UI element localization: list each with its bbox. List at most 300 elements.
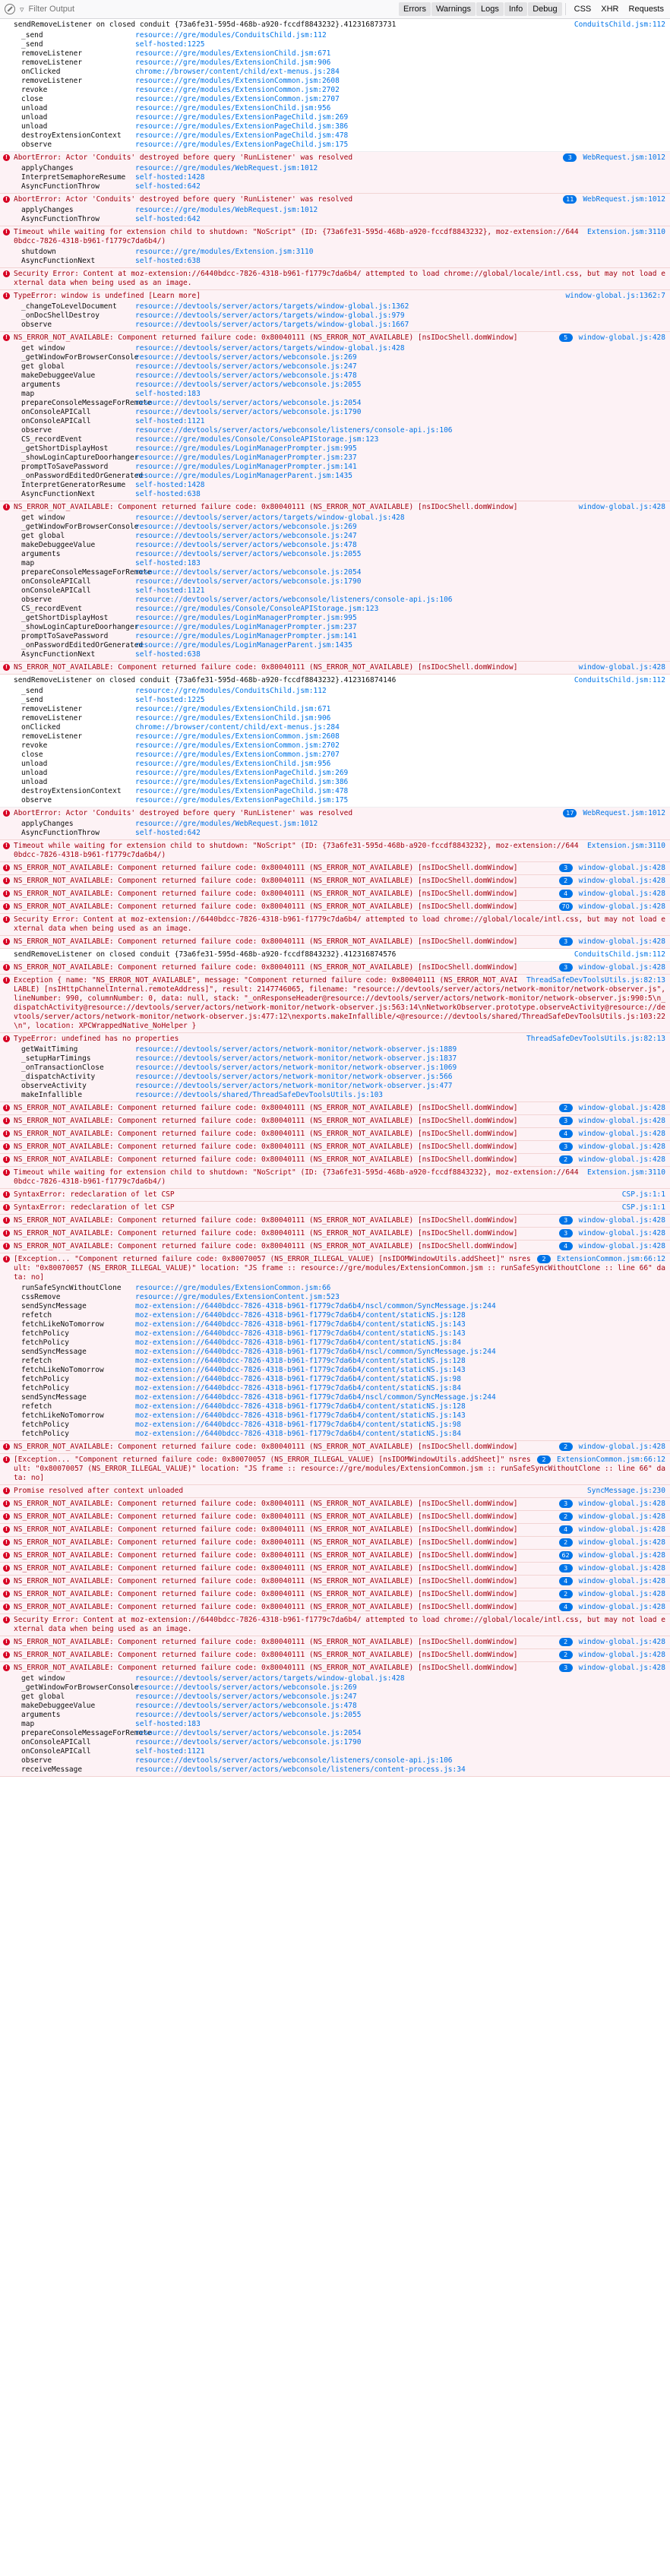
frame-location-link[interactable]: resource://devtools/server/actors/targets/window-global.js:1667 (135, 321, 409, 329)
message-source-link[interactable]: window-global.js:428 (578, 1104, 665, 1112)
frame-location-link[interactable]: resource://devtools/server/actors/webconsole.js:247 (135, 532, 357, 540)
frame-location-link[interactable]: resource://gre/modules/ExtensionContent.jsm:523 (135, 1293, 340, 1301)
frame-location-link[interactable]: resource://gre/modules/WebRequest.jsm:1012 (135, 206, 318, 214)
stack-frame[interactable] (21, 605, 665, 614)
stack-frame[interactable] (21, 1293, 665, 1302)
stack-frame[interactable] (21, 381, 665, 390)
frame-location-link[interactable]: self-hosted:1225 (135, 40, 205, 49)
console-message[interactable] (0, 1167, 670, 1189)
frame-location-link[interactable]: resource://devtools/server/actors/webconsole.js:2054 (135, 1729, 362, 1737)
message-source-link[interactable]: window-global.js:428 (578, 663, 665, 672)
frame-location-link[interactable]: resource://devtools/server/actors/network-monitor/network-observer.js:477 (135, 1082, 453, 1090)
frame-location-link[interactable]: resource://gre/modules/ExtensionChild.jsm:906 (135, 58, 331, 67)
frame-location-link[interactable]: moz-extension://6440bdcc-7826-4318-b961-f1779c7da6b4/content/staticNS.js:84 (135, 1339, 461, 1347)
message-source-link[interactable]: window-global.js:428 (578, 1538, 665, 1547)
stack-frame[interactable] (21, 206, 665, 215)
console-message[interactable] (0, 975, 670, 1033)
stack-frame[interactable] (21, 417, 665, 426)
filter-xhr-button[interactable]: XHR (601, 5, 619, 14)
filter-logs-button[interactable]: Logs (476, 2, 504, 16)
frame-location-link[interactable]: self-hosted:1428 (135, 173, 205, 182)
frame-location-link[interactable]: self-hosted:183 (135, 559, 201, 567)
frame-location-link[interactable]: resource://gre/modules/ExtensionPageChild.jsm:478 (135, 787, 349, 795)
stack-frame[interactable] (21, 1375, 665, 1384)
message-source-link[interactable]: window-global.js:428 (578, 1664, 665, 1672)
frame-location-link[interactable]: moz-extension://6440bdcc-7826-4318-b961-f1779c7da6b4/nscl/common/SyncMessage.js:244 (135, 1393, 496, 1402)
console-message[interactable] (0, 1454, 670, 1485)
stack-frame[interactable] (21, 741, 665, 751)
frame-location-link[interactable]: resource://gre/modules/Console/ConsoleAPIStorage.jsm:123 (135, 605, 379, 613)
message-source-link[interactable]: ConduitsChild.jsm:112 (574, 676, 665, 684)
console-message[interactable] (0, 268, 670, 290)
stack-frame[interactable] (21, 164, 665, 173)
frame-location-link[interactable]: moz-extension://6440bdcc-7826-4318-b961-f1779c7da6b4/content/staticNS.js:128 (135, 1311, 466, 1320)
console-message[interactable] (0, 1498, 670, 1511)
frame-location-link[interactable]: self-hosted:642 (135, 215, 201, 223)
clear-console-icon[interactable] (5, 4, 15, 14)
filter-info-button[interactable]: Info (504, 2, 527, 16)
frame-location-link[interactable]: moz-extension://6440bdcc-7826-4318-b961-f1779c7da6b4/content/staticNS.js:143 (135, 1320, 466, 1329)
frame-location-link[interactable]: moz-extension://6440bdcc-7826-4318-b961-f1779c7da6b4/content/staticNS.js:98 (135, 1375, 461, 1383)
frame-location-link[interactable]: resource://devtools/server/actors/network-monitor/network-observer.js:1837 (135, 1054, 457, 1063)
stack-frame[interactable] (21, 257, 665, 266)
stack-frame[interactable] (21, 472, 665, 481)
stack-frame[interactable] (21, 514, 665, 523)
console-message[interactable] (0, 1241, 670, 1253)
filter-css-button[interactable]: CSS (574, 5, 592, 14)
filter-debug-button[interactable]: Debug (528, 2, 561, 16)
frame-location-link[interactable]: resource://gre/modules/ExtensionCommon.jsm:66 (135, 1284, 331, 1292)
frame-location-link[interactable]: resource://gre/modules/ConduitsChild.jsm:112 (135, 31, 327, 40)
stack-frame[interactable] (21, 523, 665, 532)
console-message[interactable] (0, 862, 670, 875)
frame-location-link[interactable]: self-hosted:1121 (135, 1747, 205, 1756)
stack-frame[interactable] (21, 463, 665, 472)
message-source-link[interactable]: window-global.js:428 (578, 333, 665, 342)
frame-location-link[interactable]: resource://devtools/server/actors/webconsole.js:269 (135, 523, 357, 531)
frame-location-link[interactable]: resource://devtools/server/actors/network-monitor/network-observer.js:1069 (135, 1064, 457, 1072)
stack-frame[interactable] (21, 1738, 665, 1747)
message-source-link[interactable]: ConduitsChild.jsm:112 (574, 950, 665, 959)
message-source-link[interactable]: SyncMessage.js:230 (587, 1487, 665, 1495)
frame-location-link[interactable]: resource://gre/modules/ExtensionChild.jsm:671 (135, 705, 331, 713)
console-message[interactable] (0, 1614, 670, 1636)
console-message[interactable] (0, 1649, 670, 1662)
frame-location-link[interactable]: resource://devtools/server/actors/targets/window-global.js:979 (135, 311, 405, 320)
console-message[interactable] (0, 1662, 670, 1777)
frame-location-link[interactable]: resource://gre/modules/Console/ConsoleAPIStorage.jsm:123 (135, 435, 379, 444)
stack-frame[interactable] (21, 796, 665, 805)
stack-frame[interactable] (21, 705, 665, 714)
console-message[interactable] (0, 1485, 670, 1498)
stack-frame[interactable] (21, 687, 665, 696)
message-source-link[interactable]: window-global.js:428 (578, 1117, 665, 1125)
stack-frame[interactable] (21, 696, 665, 705)
console-message[interactable] (0, 1601, 670, 1614)
stack-frame[interactable] (21, 1702, 665, 1711)
filter-warnings-button[interactable]: Warnings (431, 2, 476, 16)
frame-location-link[interactable]: resource://devtools/server/actors/webconsole.js:247 (135, 1693, 357, 1701)
message-source-link[interactable]: CSP.js:1:1 (621, 1190, 665, 1199)
stack-frame[interactable] (21, 751, 665, 760)
message-source-link[interactable]: window-global.js:1362:7 (565, 292, 665, 300)
frame-location-link[interactable]: resource://gre/modules/ExtensionCommon.jsm:2707 (135, 751, 340, 759)
console-message[interactable] (0, 1441, 670, 1454)
frame-location-link[interactable]: moz-extension://6440bdcc-7826-4318-b961-f1779c7da6b4/content/staticNS.js:143 (135, 1366, 466, 1374)
message-source-link[interactable]: ThreadSafeDevToolsUtils.js:82:13 (526, 976, 665, 985)
message-source-link[interactable]: window-global.js:428 (578, 1242, 665, 1250)
console-message[interactable] (0, 1253, 670, 1441)
frame-location-link[interactable]: resource://devtools/server/actors/webconsole.js:1790 (135, 1738, 362, 1746)
stack-frame[interactable] (21, 86, 665, 95)
stack-frame[interactable] (21, 321, 665, 330)
message-source-link[interactable]: ConduitsChild.jsm:112 (574, 21, 665, 29)
stack-frame[interactable] (21, 1329, 665, 1339)
stack-frame[interactable] (21, 399, 665, 408)
stack-frame[interactable] (21, 113, 665, 122)
stack-frame[interactable] (21, 559, 665, 568)
message-source-link[interactable]: window-global.js:428 (578, 1216, 665, 1225)
stack-frame[interactable] (21, 732, 665, 741)
frame-location-link[interactable]: resource://gre/modules/LoginManagerPrompter.jsm:237 (135, 454, 357, 462)
message-source-link[interactable]: window-global.js:428 (578, 1551, 665, 1560)
message-source-link[interactable]: CSP.js:1:1 (621, 1203, 665, 1212)
stack-frame[interactable] (21, 454, 665, 463)
console-message[interactable] (0, 901, 670, 914)
stack-frame[interactable] (21, 1421, 665, 1430)
frame-location-link[interactable]: resource://gre/modules/ExtensionCommon.jsm:2608 (135, 77, 340, 85)
message-source-link[interactable]: window-global.js:428 (578, 1512, 665, 1521)
stack-frame[interactable] (21, 390, 665, 399)
frame-location-link[interactable]: resource://gre/modules/Extension.jsm:3110 (135, 248, 314, 256)
stack-frame[interactable] (21, 1384, 665, 1393)
stack-frame[interactable] (21, 31, 665, 40)
stack-frame[interactable] (21, 141, 665, 150)
stack-frame[interactable] (21, 344, 665, 353)
frame-location-link[interactable]: self-hosted:638 (135, 650, 201, 659)
stack-frame[interactable] (21, 541, 665, 550)
message-source-link[interactable]: window-global.js:428 (578, 1525, 665, 1534)
stack-frame[interactable] (21, 362, 665, 371)
stack-frame[interactable] (21, 490, 665, 499)
message-source-link[interactable]: ThreadSafeDevToolsUtils.js:82:13 (526, 1035, 665, 1043)
frame-location-link[interactable]: resource://gre/modules/ExtensionChild.jsm:906 (135, 714, 331, 722)
console-message[interactable] (0, 1128, 670, 1141)
frame-location-link[interactable]: resource://devtools/server/actors/webconsole/listeners/content-process.js:34 (135, 1765, 466, 1774)
console-message[interactable] (0, 1563, 670, 1576)
console-message[interactable] (0, 1576, 670, 1588)
console-message[interactable] (0, 1588, 670, 1601)
console-message[interactable] (0, 1537, 670, 1550)
stack-frame[interactable] (21, 614, 665, 623)
stack-frame[interactable] (21, 1720, 665, 1729)
frame-location-link[interactable]: resource://gre/modules/WebRequest.jsm:1012 (135, 820, 318, 828)
frame-location-link[interactable]: resource://gre/modules/ExtensionPageChild.jsm:386 (135, 122, 349, 131)
console-message[interactable] (0, 1102, 670, 1115)
frame-location-link[interactable]: self-hosted:183 (135, 1720, 201, 1728)
stack-frame[interactable] (21, 1747, 665, 1756)
frame-location-link[interactable]: resource://devtools/server/actors/webconsole.js:478 (135, 541, 357, 549)
frame-location-link[interactable]: resource://devtools/server/actors/webconsole.js:2054 (135, 399, 362, 407)
message-source-link[interactable]: window-global.js:428 (578, 1590, 665, 1598)
stack-frame[interactable] (21, 1339, 665, 1348)
message-source-link[interactable]: window-global.js:428 (578, 1229, 665, 1237)
console-message[interactable] (0, 962, 670, 975)
stack-frame[interactable] (21, 714, 665, 723)
console-message[interactable] (0, 840, 670, 862)
message-source-link[interactable]: window-global.js:428 (578, 1443, 665, 1451)
stack-frame[interactable] (21, 58, 665, 68)
message-source-link[interactable]: WebRequest.jsm:1012 (583, 195, 665, 204)
message-source-link[interactable]: window-global.js:428 (578, 902, 665, 911)
message-source-link[interactable]: window-global.js:428 (578, 1638, 665, 1646)
frame-location-link[interactable]: resource://gre/modules/LoginManagerPrompter.jsm:141 (135, 463, 357, 471)
console-message[interactable] (0, 808, 670, 840)
console-message[interactable] (0, 1550, 670, 1563)
stack-frame[interactable] (21, 1393, 665, 1402)
stack-frame[interactable] (21, 104, 665, 113)
console-message[interactable] (0, 888, 670, 901)
stack-frame[interactable] (21, 1366, 665, 1375)
frame-location-link[interactable]: chrome://browser/content/child/ext-menus.js:284 (135, 723, 340, 732)
frame-location-link[interactable]: resource://gre/modules/LoginManagerPrompter.jsm:995 (135, 444, 357, 453)
frame-location-link[interactable]: resource://devtools/server/actors/webconsole.js:2055 (135, 550, 362, 558)
stack-frame[interactable] (21, 650, 665, 659)
frame-location-link[interactable]: resource://gre/modules/LoginManagerPrompter.jsm:995 (135, 614, 357, 622)
stack-frame[interactable] (21, 778, 665, 787)
filter-requests-button[interactable]: Requests (628, 5, 664, 14)
filter-errors-button[interactable]: Errors (399, 2, 431, 16)
message-source-link[interactable]: Extension.jsm:3110 (587, 1168, 665, 1177)
message-source-link[interactable]: window-global.js:428 (578, 890, 665, 898)
console-message[interactable] (0, 1154, 670, 1167)
frame-location-link[interactable]: self-hosted:1428 (135, 481, 205, 489)
stack-frame[interactable] (21, 1348, 665, 1357)
frame-location-link[interactable]: resource://devtools/server/actors/webconsole.js:2054 (135, 568, 362, 577)
frame-location-link[interactable]: resource://gre/modules/LoginManagerParent.jsm:1435 (135, 472, 352, 480)
frame-location-link[interactable]: moz-extension://6440bdcc-7826-4318-b961-f1779c7da6b4/content/staticNS.js:84 (135, 1384, 461, 1392)
frame-location-link[interactable]: resource://gre/modules/ExtensionChild.jsm:956 (135, 760, 331, 768)
console-message[interactable] (0, 290, 670, 332)
console-message[interactable] (0, 1033, 670, 1102)
stack-frame[interactable] (21, 1054, 665, 1064)
frame-location-link[interactable]: resource://devtools/server/actors/webconsole.js:1790 (135, 577, 362, 586)
message-source-link[interactable]: WebRequest.jsm:1012 (583, 153, 665, 162)
frame-location-link[interactable]: moz-extension://6440bdcc-7826-4318-b961-f1779c7da6b4/nscl/common/SyncMessage.js:244 (135, 1302, 496, 1310)
frame-location-link[interactable]: resource://gre/modules/ExtensionChild.jsm:671 (135, 49, 331, 58)
frame-location-link[interactable]: self-hosted:183 (135, 390, 201, 398)
frame-location-link[interactable]: resource://gre/modules/LoginManagerPrompter.jsm:237 (135, 623, 357, 631)
frame-location-link[interactable]: self-hosted:642 (135, 829, 201, 837)
console-message[interactable] (0, 1189, 670, 1202)
frame-location-link[interactable]: resource://gre/modules/ExtensionPageChild.jsm:478 (135, 131, 349, 140)
stack-frame[interactable] (21, 49, 665, 58)
message-source-link[interactable]: window-global.js:428 (578, 877, 665, 885)
frame-location-link[interactable]: resource://gre/modules/ExtensionPageChild.jsm:269 (135, 113, 349, 122)
message-source-link[interactable]: WebRequest.jsm:1012 (583, 809, 665, 817)
message-source-link[interactable]: window-global.js:428 (578, 937, 665, 946)
message-source-link[interactable]: window-global.js:428 (578, 1603, 665, 1611)
stack-frame[interactable] (21, 632, 665, 641)
frame-location-link[interactable]: moz-extension://6440bdcc-7826-4318-b961-f1779c7da6b4/content/staticNS.js:128 (135, 1357, 466, 1365)
frame-location-link[interactable]: resource://gre/modules/ExtensionCommon.jsm:2702 (135, 86, 340, 94)
message-source-link[interactable]: ExtensionCommon.jsm:66:12 (557, 1456, 665, 1464)
frame-location-link[interactable]: resource://devtools/server/actors/network-monitor/network-observer.js:566 (135, 1073, 453, 1081)
frame-location-link[interactable]: resource://devtools/server/actors/network-monitor/network-observer.js:1889 (135, 1045, 457, 1054)
frame-location-link[interactable]: self-hosted:1121 (135, 417, 205, 425)
frame-location-link[interactable]: resource://devtools/server/actors/webconsole.js:1790 (135, 408, 362, 416)
stack-frame[interactable] (21, 532, 665, 541)
message-source-link[interactable]: window-global.js:428 (578, 1143, 665, 1151)
stack-frame[interactable] (21, 1302, 665, 1311)
console-message[interactable] (0, 19, 670, 152)
frame-location-link[interactable]: self-hosted:642 (135, 182, 201, 191)
message-source-link[interactable]: window-global.js:428 (578, 1130, 665, 1138)
console-message[interactable] (0, 332, 670, 501)
stack-frame[interactable] (21, 641, 665, 650)
stack-frame[interactable] (21, 787, 665, 796)
frame-location-link[interactable]: resource://devtools/server/actors/webconsole.js:269 (135, 353, 357, 362)
stack-frame[interactable] (21, 1430, 665, 1439)
stack-frame[interactable] (21, 1064, 665, 1073)
stack-frame[interactable] (21, 131, 665, 141)
stack-frame[interactable] (21, 1045, 665, 1054)
frame-location-link[interactable]: resource://gre/modules/ExtensionPageChild.jsm:175 (135, 796, 349, 804)
stack-frame[interactable] (21, 596, 665, 605)
message-source-link[interactable]: Extension.jsm:3110 (587, 842, 665, 850)
stack-frame[interactable] (21, 408, 665, 417)
stack-frame[interactable] (21, 1765, 665, 1775)
console-message[interactable] (0, 194, 670, 226)
frame-location-link[interactable]: self-hosted:638 (135, 257, 201, 265)
frame-location-link[interactable]: resource://gre/modules/ExtensionPageChild.jsm:175 (135, 141, 349, 149)
frame-location-link[interactable]: resource://devtools/server/actors/webconsole/listeners/console-api.js:106 (135, 596, 453, 604)
stack-frame[interactable] (21, 481, 665, 490)
stack-frame[interactable] (21, 1756, 665, 1765)
frame-location-link[interactable]: moz-extension://6440bdcc-7826-4318-b961-f1779c7da6b4/content/staticNS.js:98 (135, 1421, 461, 1429)
frame-location-link[interactable]: resource://gre/modules/ExtensionChild.jsm:956 (135, 104, 331, 112)
stack-frame[interactable] (21, 1320, 665, 1329)
message-source-link[interactable]: window-global.js:428 (578, 1577, 665, 1585)
frame-location-link[interactable]: resource://gre/modules/ExtensionPageChild.jsm:386 (135, 778, 349, 786)
message-source-link[interactable]: window-global.js:428 (578, 503, 665, 511)
frame-location-link[interactable]: resource://gre/modules/ExtensionPageChild.jsm:269 (135, 769, 349, 777)
stack-frame[interactable] (21, 77, 665, 86)
filter-input[interactable] (27, 4, 182, 14)
frame-location-link[interactable]: resource://devtools/server/actors/webconsole.js:478 (135, 371, 357, 380)
message-source-link[interactable]: window-global.js:428 (578, 1155, 665, 1164)
message-source-link[interactable]: window-global.js:428 (578, 963, 665, 972)
frame-location-link[interactable]: chrome://browser/content/child/ext-menus.js:284 (135, 68, 340, 76)
stack-frame[interactable] (21, 1073, 665, 1082)
stack-frame[interactable] (21, 426, 665, 435)
console-message[interactable] (0, 226, 670, 268)
stack-frame[interactable] (21, 68, 665, 77)
stack-frame[interactable] (21, 248, 665, 257)
frame-location-link[interactable]: resource://devtools/server/actors/webconsole.js:2055 (135, 1711, 362, 1719)
stack-frame[interactable] (21, 40, 665, 49)
message-source-link[interactable]: window-global.js:428 (578, 1500, 665, 1508)
frame-location-link[interactable]: resource://devtools/server/actors/webconsole.js:478 (135, 1702, 357, 1710)
frame-location-link[interactable]: resource://devtools/server/actors/webconsole.js:247 (135, 362, 357, 371)
stack-frame[interactable] (21, 1082, 665, 1091)
console-message[interactable] (0, 1228, 670, 1241)
frame-location-link[interactable]: moz-extension://6440bdcc-7826-4318-b961-f1779c7da6b4/content/staticNS.js:128 (135, 1402, 466, 1411)
console-message[interactable] (0, 1141, 670, 1154)
frame-location-link[interactable]: self-hosted:1225 (135, 696, 205, 704)
frame-location-link[interactable]: moz-extension://6440bdcc-7826-4318-b961-f1779c7da6b4/content/staticNS.js:143 (135, 1329, 466, 1338)
stack-frame[interactable] (21, 586, 665, 596)
stack-frame[interactable] (21, 1411, 665, 1421)
stack-frame[interactable] (21, 444, 665, 454)
stack-frame[interactable] (21, 122, 665, 131)
message-source-link[interactable]: window-global.js:428 (578, 864, 665, 872)
stack-frame[interactable] (21, 829, 665, 838)
frame-location-link[interactable]: resource://devtools/server/actors/targets/window-global.js:428 (135, 344, 405, 352)
frame-location-link[interactable]: resource://devtools/shared/ThreadSafeDevToolsUtils.js:103 (135, 1091, 384, 1099)
frame-location-link[interactable]: resource://devtools/server/actors/targets/window-global.js:1362 (135, 302, 409, 311)
stack-frame[interactable] (21, 182, 665, 191)
frame-location-link[interactable]: resource://devtools/server/actors/targets/window-global.js:428 (135, 1674, 405, 1683)
frame-location-link[interactable]: resource://devtools/server/actors/webconsole/listeners/console-api.js:106 (135, 1756, 453, 1765)
console-message[interactable] (0, 914, 670, 936)
frame-location-link[interactable]: resource://devtools/server/actors/targets/window-global.js:428 (135, 514, 405, 522)
stack-frame[interactable] (21, 1357, 665, 1366)
console-message[interactable] (0, 501, 670, 662)
stack-frame[interactable] (21, 1091, 665, 1100)
stack-frame[interactable] (21, 353, 665, 362)
frame-location-link[interactable]: resource://gre/modules/LoginManagerParent.jsm:1435 (135, 641, 352, 650)
console-message[interactable] (0, 949, 670, 962)
stack-frame[interactable] (21, 1729, 665, 1738)
stack-frame[interactable] (21, 435, 665, 444)
message-source-link[interactable]: window-global.js:428 (578, 1564, 665, 1572)
stack-frame[interactable] (21, 723, 665, 732)
stack-frame[interactable] (21, 1284, 665, 1293)
stack-frame[interactable] (21, 769, 665, 778)
stack-frame[interactable] (21, 623, 665, 632)
console-message[interactable] (0, 1524, 670, 1537)
stack-frame[interactable] (21, 371, 665, 381)
stack-frame[interactable] (21, 215, 665, 224)
frame-location-link[interactable]: moz-extension://6440bdcc-7826-4318-b961-f1779c7da6b4/content/staticNS.js:143 (135, 1411, 466, 1420)
stack-frame[interactable] (21, 1693, 665, 1702)
frame-location-link[interactable]: resource://gre/modules/LoginManagerPrompter.jsm:141 (135, 632, 357, 640)
console-message[interactable] (0, 875, 670, 888)
stack-frame[interactable] (21, 1683, 665, 1693)
stack-frame[interactable] (21, 550, 665, 559)
stack-frame[interactable] (21, 568, 665, 577)
frame-location-link[interactable]: self-hosted:1121 (135, 586, 205, 595)
console-message[interactable] (0, 1636, 670, 1649)
frame-location-link[interactable]: moz-extension://6440bdcc-7826-4318-b961-f1779c7da6b4/content/staticNS.js:84 (135, 1430, 461, 1438)
console-message[interactable] (0, 1511, 670, 1524)
message-source-link[interactable]: ExtensionCommon.jsm:66:12 (557, 1255, 665, 1263)
frame-location-link[interactable]: resource://gre/modules/ExtensionCommon.jsm:2702 (135, 741, 340, 750)
stack-frame[interactable] (21, 1311, 665, 1320)
console-message[interactable] (0, 675, 670, 808)
console-message[interactable] (0, 1115, 670, 1128)
frame-location-link[interactable]: resource://devtools/server/actors/webconsole/listeners/console-api.js:106 (135, 426, 453, 435)
console-message[interactable] (0, 152, 670, 194)
frame-location-link[interactable]: resource://gre/modules/ExtensionCommon.jsm:2707 (135, 95, 340, 103)
frame-location-link[interactable]: resource://devtools/server/actors/webconsole.js:269 (135, 1683, 357, 1692)
stack-frame[interactable] (21, 820, 665, 829)
stack-frame[interactable] (21, 1711, 665, 1720)
stack-frame[interactable] (21, 1674, 665, 1683)
stack-frame[interactable] (21, 760, 665, 769)
console-message[interactable] (0, 662, 670, 675)
